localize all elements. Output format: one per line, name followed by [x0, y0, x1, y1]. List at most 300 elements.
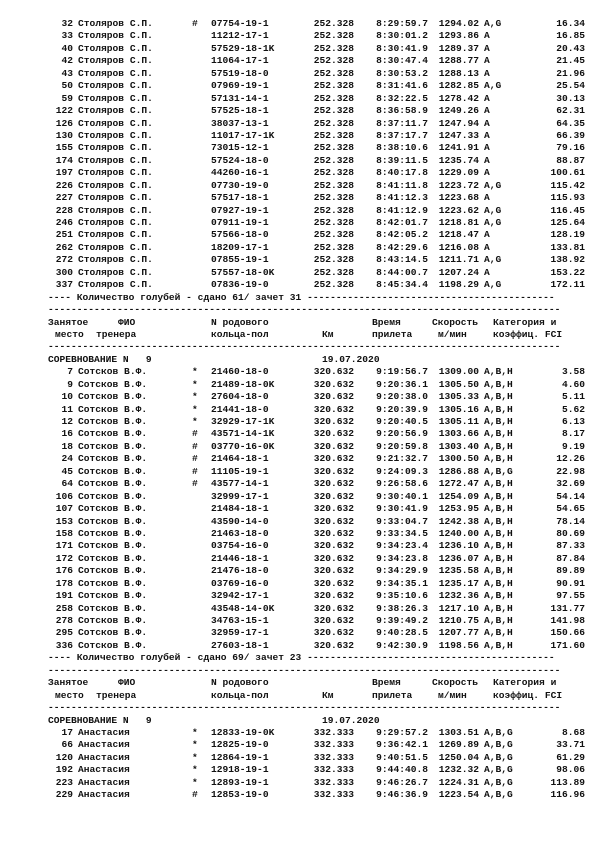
speed: 1216.08 — [438, 241, 479, 253]
speed: 1218.81 — [438, 217, 479, 228]
mark-symbol: * — [192, 739, 198, 751]
col-fio-label: ФИО — [118, 677, 136, 689]
category: A,B,G — [484, 776, 513, 788]
distance-km: 252.328 — [313, 229, 354, 241]
distance-km: 252.328 — [313, 55, 354, 67]
coefficient: 153.22 — [550, 266, 585, 278]
result-row — [0, 603, 600, 615]
speed: 1305.33 — [438, 391, 479, 403]
ring-number: 11017-17-1K — [211, 129, 275, 141]
mark-symbol: * — [192, 378, 198, 390]
speed: 1254.09 — [438, 490, 479, 502]
speed: 1249.26 — [438, 105, 479, 117]
coefficient: 21.96 — [556, 67, 585, 79]
arrival-time: 9:34:35.1 — [376, 577, 428, 589]
arrival-time: 9:20:36.1 — [376, 378, 428, 390]
place: 337 — [55, 279, 73, 291]
separator-text: ----------------------------------------------------------------------------------------- — [48, 702, 561, 714]
header-separator — [0, 702, 600, 714]
ring-number: 03754-16-0 — [211, 540, 269, 552]
ring-number: 07836-19-0 — [211, 279, 269, 291]
arrival-time: 8:36:58.9 — [376, 105, 428, 117]
speed: 1288.13 — [438, 67, 479, 79]
distance-km: 320.632 — [313, 615, 354, 626]
category: A,B,H — [484, 639, 513, 651]
coefficient: 54.14 — [556, 490, 585, 502]
ring-number: 38037-13-1 — [211, 117, 269, 129]
ring-number: 07855-19-1 — [211, 254, 269, 266]
coefficient: 89.89 — [556, 565, 585, 577]
distance-km: 252.328 — [313, 179, 354, 191]
category: A,B,H — [484, 478, 513, 490]
ring-number: 07927-19-1 — [211, 204, 269, 216]
result-row — [0, 118, 600, 130]
place: 126 — [55, 117, 73, 129]
place: 227 — [55, 192, 73, 204]
category: A,B,H — [484, 527, 513, 539]
col-speed-label: Скорость — [432, 677, 479, 689]
place: 272 — [55, 254, 73, 266]
speed: 1305.50 — [438, 378, 479, 390]
place: 192 — [55, 764, 73, 776]
mark-symbol: * — [192, 776, 198, 788]
place: 228 — [55, 204, 73, 216]
ring-number: 18209-17-1 — [211, 241, 269, 253]
trainer-name: Столяров С.П. — [78, 192, 153, 204]
coefficient: 16.85 — [556, 30, 585, 42]
category: A — [484, 92, 490, 104]
distance-km: 252.328 — [313, 254, 354, 266]
col-ring-label: N родового — [211, 316, 269, 328]
competition-title: СОРЕВНОВАНИЕ N 9 — [48, 353, 152, 365]
place: 120 — [55, 751, 73, 763]
competition-title-row — [0, 354, 600, 366]
speed: 1303.66 — [438, 428, 479, 440]
category: A,B,G — [484, 726, 513, 738]
speed: 1282.85 — [438, 80, 479, 92]
category: A — [484, 167, 490, 179]
place: 278 — [55, 615, 73, 626]
coefficient: 78.14 — [556, 515, 585, 527]
category: A,B,H — [484, 378, 513, 390]
place: 43 — [61, 67, 73, 79]
col-fio-label: ФИО — [118, 316, 136, 328]
coefficient: 5.11 — [561, 391, 585, 403]
place: 153 — [55, 515, 73, 527]
trainer-name: Анастасия — [78, 776, 130, 788]
trainer-name: Сотсков В.Ф. — [78, 440, 148, 452]
result-row — [0, 789, 600, 801]
trainer-name: Сотсков В.Ф. — [78, 627, 148, 639]
result-row — [0, 68, 600, 80]
speed: 1235.74 — [438, 154, 479, 166]
place: 246 — [55, 217, 73, 228]
place: 174 — [55, 154, 73, 166]
distance-km: 252.328 — [313, 217, 354, 228]
speed: 1303.51 — [438, 726, 479, 738]
trainer-name: Столяров С.П. — [78, 204, 153, 216]
distance-km: 252.328 — [313, 30, 354, 42]
result-row — [0, 516, 600, 528]
trainer-name: Сотсков В.Ф. — [78, 490, 148, 502]
category: A — [484, 30, 490, 42]
arrival-time: 9:42:30.9 — [376, 639, 428, 651]
speed: 1223.72 — [438, 179, 479, 191]
ring-number: 12825-19-0 — [211, 739, 269, 751]
trainer-name: Сотсков В.Ф. — [78, 416, 148, 427]
ring-number: 43548-14-0K — [211, 602, 275, 614]
ring-number: 21489-18-0K — [211, 378, 275, 390]
speed: 1211.71 — [438, 254, 479, 266]
speed: 1198.29 — [438, 279, 479, 291]
speed: 1232.36 — [438, 590, 479, 602]
arrival-time: 8:42:29.6 — [376, 241, 428, 253]
col-category-label-2: коэффиц. FCI — [493, 689, 563, 701]
category: A,B,H — [484, 577, 513, 589]
coefficient: 4.60 — [561, 378, 585, 390]
place: 122 — [55, 105, 73, 117]
speed: 1300.50 — [438, 453, 479, 465]
place: 336 — [55, 639, 73, 651]
arrival-time: 8:32:22.5 — [376, 92, 428, 104]
coefficient: 3.58 — [561, 366, 585, 378]
speed: 1303.40 — [438, 440, 479, 452]
arrival-time: 8:30:53.2 — [376, 67, 428, 79]
distance-km: 252.328 — [313, 266, 354, 278]
trainer-name: Сотсков В.Ф. — [78, 503, 148, 515]
category: A,B,H — [484, 416, 513, 427]
trainer-name: Столяров С.П. — [78, 67, 153, 79]
place: 32 — [61, 18, 73, 29]
coefficient: 32.69 — [556, 478, 585, 490]
ring-number: 07754-19-1 — [211, 18, 269, 29]
coefficient: 97.55 — [556, 590, 585, 602]
category: A,B,G — [484, 739, 513, 751]
place: 45 — [61, 465, 73, 477]
mark-symbol: # — [192, 465, 198, 477]
distance-km: 320.632 — [313, 490, 354, 502]
distance-km: 252.328 — [313, 192, 354, 204]
separator-text: ----------------------------------------------------------------------------------------- — [48, 341, 561, 353]
distance-km: 320.632 — [313, 478, 354, 490]
ring-number: 12853-19-0 — [211, 789, 269, 801]
result-row — [0, 217, 600, 229]
result-row — [0, 404, 600, 416]
place: 64 — [61, 478, 73, 490]
arrival-time: 9:40:28.5 — [376, 627, 428, 639]
column-header-row-2 — [0, 329, 600, 341]
ring-number: 21446-18-1 — [211, 552, 269, 564]
arrival-time: 9:20:39.9 — [376, 403, 428, 415]
arrival-time: 9:30:40.1 — [376, 490, 428, 502]
category: A,B,H — [484, 540, 513, 552]
coefficient: 80.69 — [556, 527, 585, 539]
result-row — [0, 205, 600, 217]
place: 107 — [55, 503, 73, 515]
result-row — [0, 764, 600, 776]
col-speed-label-2: м/мин — [438, 328, 467, 340]
place: 33 — [61, 30, 73, 42]
category: A — [484, 154, 490, 166]
distance-km: 252.328 — [313, 142, 354, 154]
distance-km: 252.328 — [313, 67, 354, 79]
arrival-time: 9:44:40.8 — [376, 764, 428, 776]
distance-km: 320.632 — [313, 627, 354, 639]
separator-text: ----------------------------------------------------------------------------------------- — [48, 664, 561, 676]
arrival-time: 8:41:12.9 — [376, 204, 428, 216]
place: 10 — [61, 391, 73, 403]
speed: 1224.31 — [438, 776, 479, 788]
coefficient: 115.93 — [550, 192, 585, 204]
distance-km: 332.333 — [313, 751, 354, 763]
category: A,B,H — [484, 453, 513, 465]
arrival-time: 9:26:58.6 — [376, 478, 428, 490]
trainer-name: Столяров С.П. — [78, 18, 153, 29]
coefficient: 115.42 — [550, 179, 585, 191]
coefficient: 90.91 — [556, 577, 585, 589]
category: A,B,H — [484, 602, 513, 614]
ring-number: 27604-18-0 — [211, 391, 269, 403]
ring-number: 57525-18-1 — [211, 105, 269, 117]
distance-km: 320.632 — [313, 503, 354, 515]
trainer-name: Сотсков В.Ф. — [78, 428, 148, 440]
ring-number: 73015-12-1 — [211, 142, 269, 154]
ring-number: 57566-18-0 — [211, 229, 269, 241]
result-row — [0, 55, 600, 67]
trainer-name: Сотсков В.Ф. — [78, 366, 148, 378]
col-ring-label-2: кольца-пол — [211, 328, 269, 340]
header-separator — [0, 341, 600, 353]
result-row — [0, 167, 600, 179]
coefficient: 30.13 — [556, 92, 585, 104]
col-fio-label-2: тренера — [96, 328, 137, 340]
arrival-time: 8:30:01.2 — [376, 30, 428, 42]
arrival-time: 9:39:49.2 — [376, 615, 428, 626]
arrival-time: 8:29:59.7 — [376, 18, 428, 29]
place: 295 — [55, 627, 73, 639]
arrival-time: 9:34:23.4 — [376, 540, 428, 552]
trainer-name: Столяров С.П. — [78, 117, 153, 129]
result-row — [0, 379, 600, 391]
speed: 1289.37 — [438, 42, 479, 54]
speed: 1207.24 — [438, 266, 479, 278]
coefficient: 9.19 — [561, 440, 585, 452]
distance-km: 252.328 — [313, 18, 354, 29]
col-place-label: Занятое — [48, 677, 89, 689]
speed: 1272.47 — [438, 478, 479, 490]
place: 155 — [55, 142, 73, 154]
place: 106 — [55, 490, 73, 502]
ring-number: 57524-18-0 — [211, 154, 269, 166]
distance-km: 252.328 — [313, 204, 354, 216]
coefficient: 116.96 — [550, 789, 585, 801]
result-row — [0, 727, 600, 739]
coefficient: 8.17 — [561, 428, 585, 440]
result-row — [0, 242, 600, 254]
coefficient: 100.61 — [550, 167, 585, 179]
ring-number: 21460-18-0 — [211, 366, 269, 378]
coefficient: 128.19 — [550, 229, 585, 241]
result-row — [0, 615, 600, 627]
ring-number: 57557-18-0K — [211, 266, 275, 278]
trainer-name: Сотсков В.Ф. — [78, 615, 148, 626]
place: 9 — [67, 378, 73, 390]
speed: 1286.88 — [438, 465, 479, 477]
trainer-name: Столяров С.П. — [78, 42, 153, 54]
place: 130 — [55, 129, 73, 141]
trainer-name: Столяров С.П. — [78, 179, 153, 191]
coefficient: 16.34 — [556, 18, 585, 29]
competition-date: 19.07.2020 — [322, 714, 380, 726]
coefficient: 33.71 — [556, 739, 585, 751]
ring-number: 32999-17-1 — [211, 490, 269, 502]
result-row — [0, 752, 600, 764]
mark-symbol: * — [192, 366, 198, 378]
arrival-time: 8:31:41.6 — [376, 80, 428, 92]
coefficient: 20.43 — [556, 42, 585, 54]
coefficient: 125.64 — [550, 217, 585, 228]
result-row — [0, 180, 600, 192]
place: 11 — [61, 403, 73, 415]
speed: 1293.86 — [438, 30, 479, 42]
category: A — [484, 55, 490, 67]
distance-km: 320.632 — [313, 465, 354, 477]
trainer-name: Столяров С.П. — [78, 167, 153, 179]
distance-km: 252.328 — [313, 105, 354, 117]
distance-km: 320.632 — [313, 577, 354, 589]
arrival-time: 8:30:47.4 — [376, 55, 428, 67]
trainer-name: Сотсков В.Ф. — [78, 540, 148, 552]
speed: 1240.00 — [438, 527, 479, 539]
speed: 1210.75 — [438, 615, 479, 626]
result-row — [0, 229, 600, 241]
col-speed-label: Скорость — [432, 316, 479, 328]
distance-km: 332.333 — [313, 739, 354, 751]
place: 16 — [61, 428, 73, 440]
ring-number: 12864-19-1 — [211, 751, 269, 763]
distance-km: 252.328 — [313, 167, 354, 179]
competition-title: СОРЕВНОВАНИЕ N 9 — [48, 714, 152, 726]
coefficient: 171.60 — [550, 639, 585, 651]
mark-symbol: # — [192, 440, 198, 452]
category: A,G — [484, 179, 502, 191]
trainer-name: Столяров С.П. — [78, 217, 153, 228]
result-row — [0, 130, 600, 142]
result-row — [0, 80, 600, 92]
arrival-time: 9:34:29.9 — [376, 565, 428, 577]
mark-symbol: * — [192, 391, 198, 403]
result-row — [0, 254, 600, 266]
place: 7 — [67, 366, 73, 378]
trainer-name: Анастасия — [78, 739, 130, 751]
arrival-time: 8:30:41.9 — [376, 42, 428, 54]
distance-km: 252.328 — [313, 117, 354, 129]
result-row — [0, 565, 600, 577]
result-row — [0, 366, 600, 378]
place: 191 — [55, 590, 73, 602]
category: A,B,G — [484, 751, 513, 763]
speed: 1309.00 — [438, 366, 479, 378]
mark-symbol: # — [192, 428, 198, 440]
result-row — [0, 503, 600, 515]
coefficient: 131.77 — [550, 602, 585, 614]
speed: 1250.04 — [438, 751, 479, 763]
place: 17 — [61, 726, 73, 738]
coefficient: 133.81 — [550, 241, 585, 253]
ring-number: 11105-19-1 — [211, 465, 269, 477]
arrival-time: 9:33:34.5 — [376, 527, 428, 539]
ring-number: 12833-19-0K — [211, 726, 275, 738]
separator-text: ----------------------------------------------------------------------------------------- — [48, 304, 561, 316]
header-separator — [0, 665, 600, 677]
ring-number: 12918-19-1 — [211, 764, 269, 776]
category: A,G — [484, 80, 502, 92]
speed: 1223.68 — [438, 192, 479, 204]
mark-symbol: * — [192, 416, 198, 427]
summary-row — [0, 652, 600, 664]
arrival-time: 9:20:40.5 — [376, 416, 428, 427]
distance-km: 252.328 — [313, 241, 354, 253]
distance-km: 320.632 — [313, 416, 354, 427]
distance-km: 252.328 — [313, 154, 354, 166]
trainer-name: Сотсков В.Ф. — [78, 577, 148, 589]
coefficient: 87.84 — [556, 552, 585, 564]
place: 262 — [55, 241, 73, 253]
distance-km: 320.632 — [313, 639, 354, 651]
ring-number: 43577-14-1 — [211, 478, 269, 490]
trainer-name: Столяров С.П. — [78, 279, 153, 291]
category: A — [484, 117, 490, 129]
column-header-row-2 — [0, 690, 600, 702]
arrival-time: 9:21:32.7 — [376, 453, 428, 465]
speed: 1278.42 — [438, 92, 479, 104]
speed: 1253.95 — [438, 503, 479, 515]
arrival-time: 9:38:26.3 — [376, 602, 428, 614]
distance-km: 320.632 — [313, 590, 354, 602]
mark-symbol: # — [192, 478, 198, 490]
coefficient: 6.13 — [561, 416, 585, 427]
place: 172 — [55, 552, 73, 564]
arrival-time: 9:36:42.1 — [376, 739, 428, 751]
trainer-name: Сотсков В.Ф. — [78, 590, 148, 602]
category: A,B,H — [484, 590, 513, 602]
col-place-label: Занятое — [48, 316, 89, 328]
trainer-name: Столяров С.П. — [78, 254, 153, 266]
trainer-name: Сотсков В.Ф. — [78, 465, 148, 477]
trainer-name: Сотсков В.Ф. — [78, 453, 148, 465]
speed: 1223.54 — [438, 789, 479, 801]
trainer-name: Сотсков В.Ф. — [78, 391, 148, 403]
category: A,B,H — [484, 391, 513, 403]
arrival-time: 8:38:10.6 — [376, 142, 428, 154]
col-place-label-2: место — [55, 689, 84, 701]
column-header-row-1 — [0, 677, 600, 689]
place: 50 — [61, 80, 73, 92]
result-row — [0, 155, 600, 167]
result-row — [0, 391, 600, 403]
category: A,G — [484, 18, 502, 29]
place: 24 — [61, 453, 73, 465]
ring-number: 32942-17-1 — [211, 590, 269, 602]
place: 226 — [55, 179, 73, 191]
speed: 1235.17 — [438, 577, 479, 589]
distance-km: 320.632 — [313, 391, 354, 403]
ring-number: 07730-19-0 — [211, 179, 269, 191]
coefficient: 64.35 — [556, 117, 585, 129]
arrival-time: 8:42:05.2 — [376, 229, 428, 241]
ring-number: 32959-17-1 — [211, 627, 269, 639]
result-row — [0, 416, 600, 428]
